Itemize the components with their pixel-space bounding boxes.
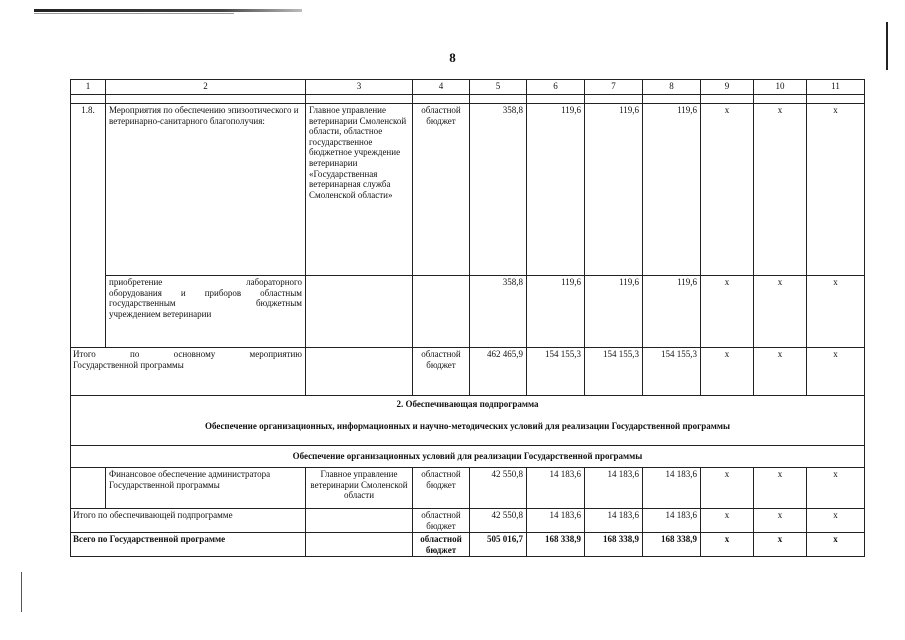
year3-value: 14 183,6 [643, 509, 701, 533]
year3-value: 154 155,3 [643, 348, 701, 396]
indicator-cell: x [807, 468, 865, 509]
col-header: 2 [106, 80, 306, 95]
year2-value: 168 338,9 [585, 533, 643, 557]
table-row [71, 104, 865, 276]
subsection-header-row [71, 446, 865, 468]
total-value: 358,8 [470, 104, 527, 276]
indicator-cell: x [701, 348, 754, 396]
year2-value: 14 183,6 [585, 509, 643, 533]
year1-value: 154 155,3 [527, 348, 585, 396]
col-header: 1 [71, 80, 106, 95]
year3-value: 119,6 [643, 104, 701, 276]
executor: Главное управление ветеринарии Смоленской области [306, 468, 413, 509]
total-label: Итого по основному мероприятию Государственной программы [71, 348, 306, 396]
indicator-cell: x [754, 533, 807, 557]
indicator-cell: x [754, 509, 807, 533]
year1-value: 119,6 [527, 104, 585, 276]
funding-source: областной бюджет [413, 348, 470, 396]
col-header: 6 [527, 80, 585, 95]
measure-name: Мероприятия по обеспечению эпизоотического и ветеринарно-санитарного благополучия: [106, 104, 306, 276]
indicator-cell: x [754, 348, 807, 396]
table-row [71, 276, 865, 348]
year1-value: 168 338,9 [527, 533, 585, 557]
total-value: 358,8 [470, 276, 527, 348]
year2-value: 154 155,3 [585, 348, 643, 396]
col-header: 3 [306, 80, 413, 95]
indicator-cell: x [754, 276, 807, 348]
section-header [71, 396, 865, 446]
indicator-cell: x [754, 468, 807, 509]
section-title: 2. Обеспечивающая подпрограмма [396, 399, 539, 409]
total-label: Итого по обеспечивающей подпрограмме [71, 509, 306, 533]
executor: Главное управление ветеринарии Смоленской области, областное государственное бюджетное учреждение ветеринарии «Государственная ветеринарная служба Смоленской области» [306, 104, 413, 276]
year1-value: 14 183,6 [527, 509, 585, 533]
indicator-cell: x [701, 509, 754, 533]
table-row [71, 468, 865, 509]
funding-source: областной бюджет [413, 509, 470, 533]
year2-value: 14 183,6 [585, 468, 643, 509]
total-value: 462 465,9 [470, 348, 527, 396]
indicator-cell: x [807, 509, 865, 533]
indicator-cell: x [701, 533, 754, 557]
indicator-cell: x [701, 104, 754, 276]
col-header: 7 [585, 80, 643, 95]
grand-total-label: Всего по Государственной программе [71, 533, 306, 557]
year2-value: 119,6 [585, 276, 643, 348]
col-header: 11 [807, 80, 865, 95]
col-header: 9 [701, 80, 754, 95]
total-row [71, 348, 865, 396]
page-number: 8 [449, 50, 456, 65]
year3-value: 119,6 [643, 276, 701, 348]
year3-value: 168 338,9 [643, 533, 701, 557]
indicator-cell: x [807, 533, 865, 557]
section-subtitle: Обеспечение организационных, информационных и научно-методических условий для реализации Государственной программы [204, 420, 731, 431]
indicator-cell: x [807, 104, 865, 276]
scan-margin-mark [21, 572, 22, 612]
year1-value: 14 183,6 [527, 468, 585, 509]
section-header-row [71, 396, 865, 446]
indicator-cell: x [807, 348, 865, 396]
measure-name: приобретение лабораторного оборудования и приборов областным государственным бюджетным учреждением ветеринарии [106, 276, 306, 348]
spacer-row [71, 95, 865, 104]
funding-source: областной бюджет [413, 468, 470, 509]
indicator-cell: x [701, 276, 754, 348]
measure-name: Финансовое обеспечение администратора Государственной программы [106, 468, 306, 509]
indicator-cell: x [754, 104, 807, 276]
year2-value: 119,6 [585, 104, 643, 276]
col-header: 10 [754, 80, 807, 95]
top-rule-thin [34, 13, 234, 14]
indicator-cell: x [807, 276, 865, 348]
total-value: 505 016,7 [470, 533, 527, 557]
column-number-row [71, 80, 865, 95]
total-value: 42 550,8 [470, 468, 527, 509]
funding-source: областной бюджет [413, 533, 470, 557]
year3-value: 14 183,6 [643, 468, 701, 509]
year1-value: 119,6 [527, 276, 585, 348]
subsection-title: Обеспечение организационных условий для реализации Государственной программы [71, 446, 865, 468]
budget-table [70, 79, 865, 557]
total-value: 42 550,8 [470, 509, 527, 533]
col-header: 5 [470, 80, 527, 95]
row-number: 1.8. [71, 104, 106, 348]
col-header: 8 [643, 80, 701, 95]
funding-source: областной бюджет [413, 104, 470, 276]
total-row [71, 509, 865, 533]
indicator-cell: x [701, 468, 754, 509]
grand-total-row [71, 533, 865, 557]
col-header: 4 [413, 80, 470, 95]
top-rule [34, 9, 302, 12]
